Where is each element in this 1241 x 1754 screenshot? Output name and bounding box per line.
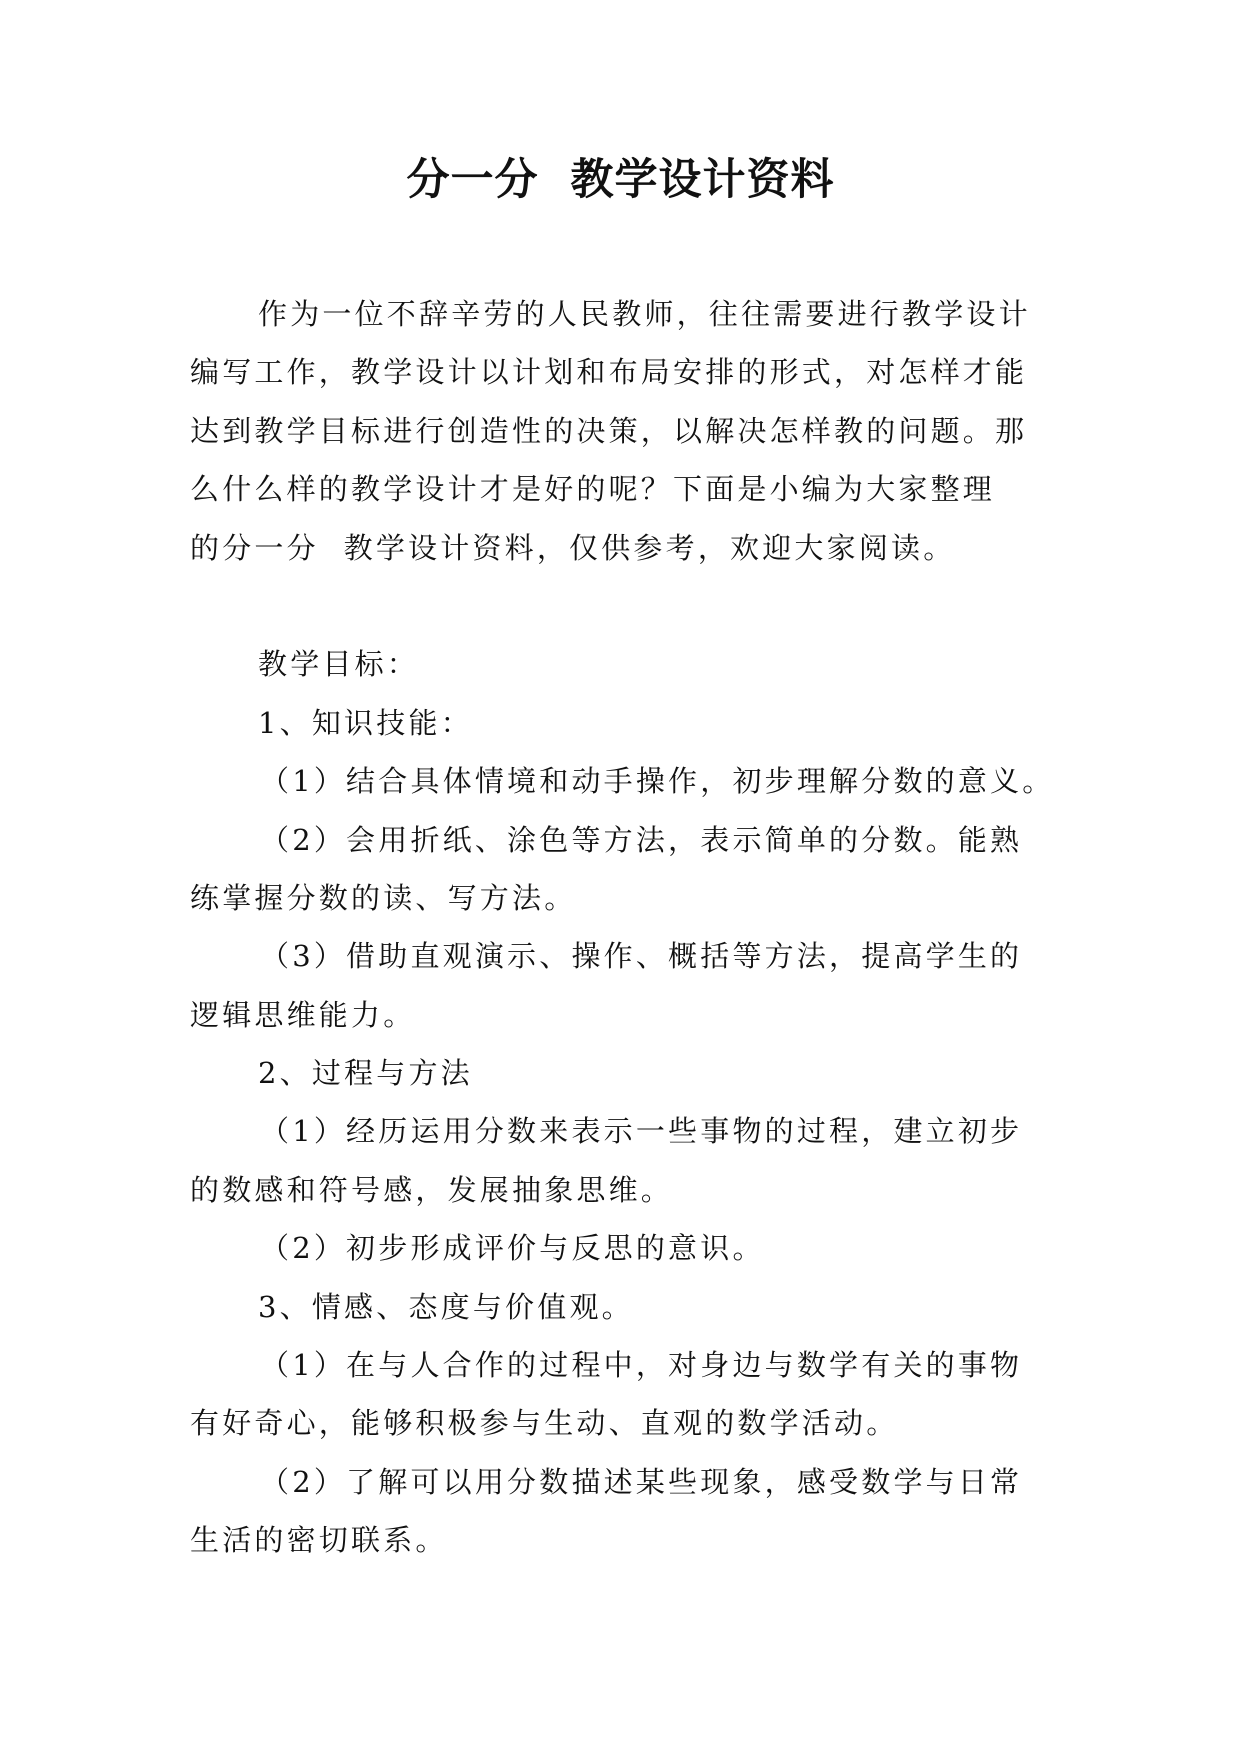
objective-item: （1）在与人合作的过程中，对身边与数学有关的事物 (260, 1348, 1023, 1383)
intro-line: 编写工作，教学设计以计划和布局安排的形式，对怎样才能 (190, 355, 1028, 390)
objective-item-continuation: 有好奇心，能够积极参与生动、直观的数学活动。 (190, 1406, 899, 1441)
section-heading: 1、知识技能： (258, 705, 473, 740)
intro-line: 达到教学目标进行创造性的决策，以解决怎样教的问题。那 (190, 413, 1028, 448)
objectives-heading: 教学目标： (258, 647, 420, 682)
intro-line: 作为一位不辞辛劳的人民教师，往往需要进行教学设计 (258, 297, 1031, 331)
objective-item: （2）初步形成评价与反思的意识。 (260, 1231, 765, 1266)
document-body (190, 285, 1070, 1570)
objective-item: （1）结合具体情境和动手操作，初步理解分数的意义。 (260, 764, 1055, 799)
objective-item-continuation: 的数感和符号感，发展抽象思维。 (190, 1172, 674, 1207)
document-title: 分一分 教学设计资料 (406, 155, 835, 205)
blank-line (190, 577, 1070, 635)
objective-item: （3）借助直观演示、操作、概括等方法，提高学生的 (260, 939, 1023, 974)
section-heading: 2、过程与方法 (258, 1056, 473, 1091)
objective-item-continuation: 逻辑思维能力。 (190, 997, 416, 1032)
objective-item: （1）经历运用分数来表示一些事物的过程，建立初步 (260, 1114, 1023, 1149)
objective-item-continuation: 练掌握分数的读、写方法。 (190, 880, 577, 915)
intro-paragraph (190, 285, 1070, 577)
intro-line: 的分一分 教学设计资料，仅供参考，欢迎大家阅读。 (190, 530, 956, 565)
objective-item-continuation: 生活的密切联系。 (190, 1523, 448, 1558)
objective-item: （2）了解可以用分数描述某些现象，感受数学与日常 (260, 1464, 1023, 1499)
intro-line: 么什么样的教学设计才是好的呢？下面是小编为大家整理 (190, 472, 996, 507)
section-heading: 3、情感、态度与价值观。 (258, 1289, 634, 1324)
objective-item: （2）会用折纸、涂色等方法，表示简单的分数。能熟 (260, 822, 1023, 857)
